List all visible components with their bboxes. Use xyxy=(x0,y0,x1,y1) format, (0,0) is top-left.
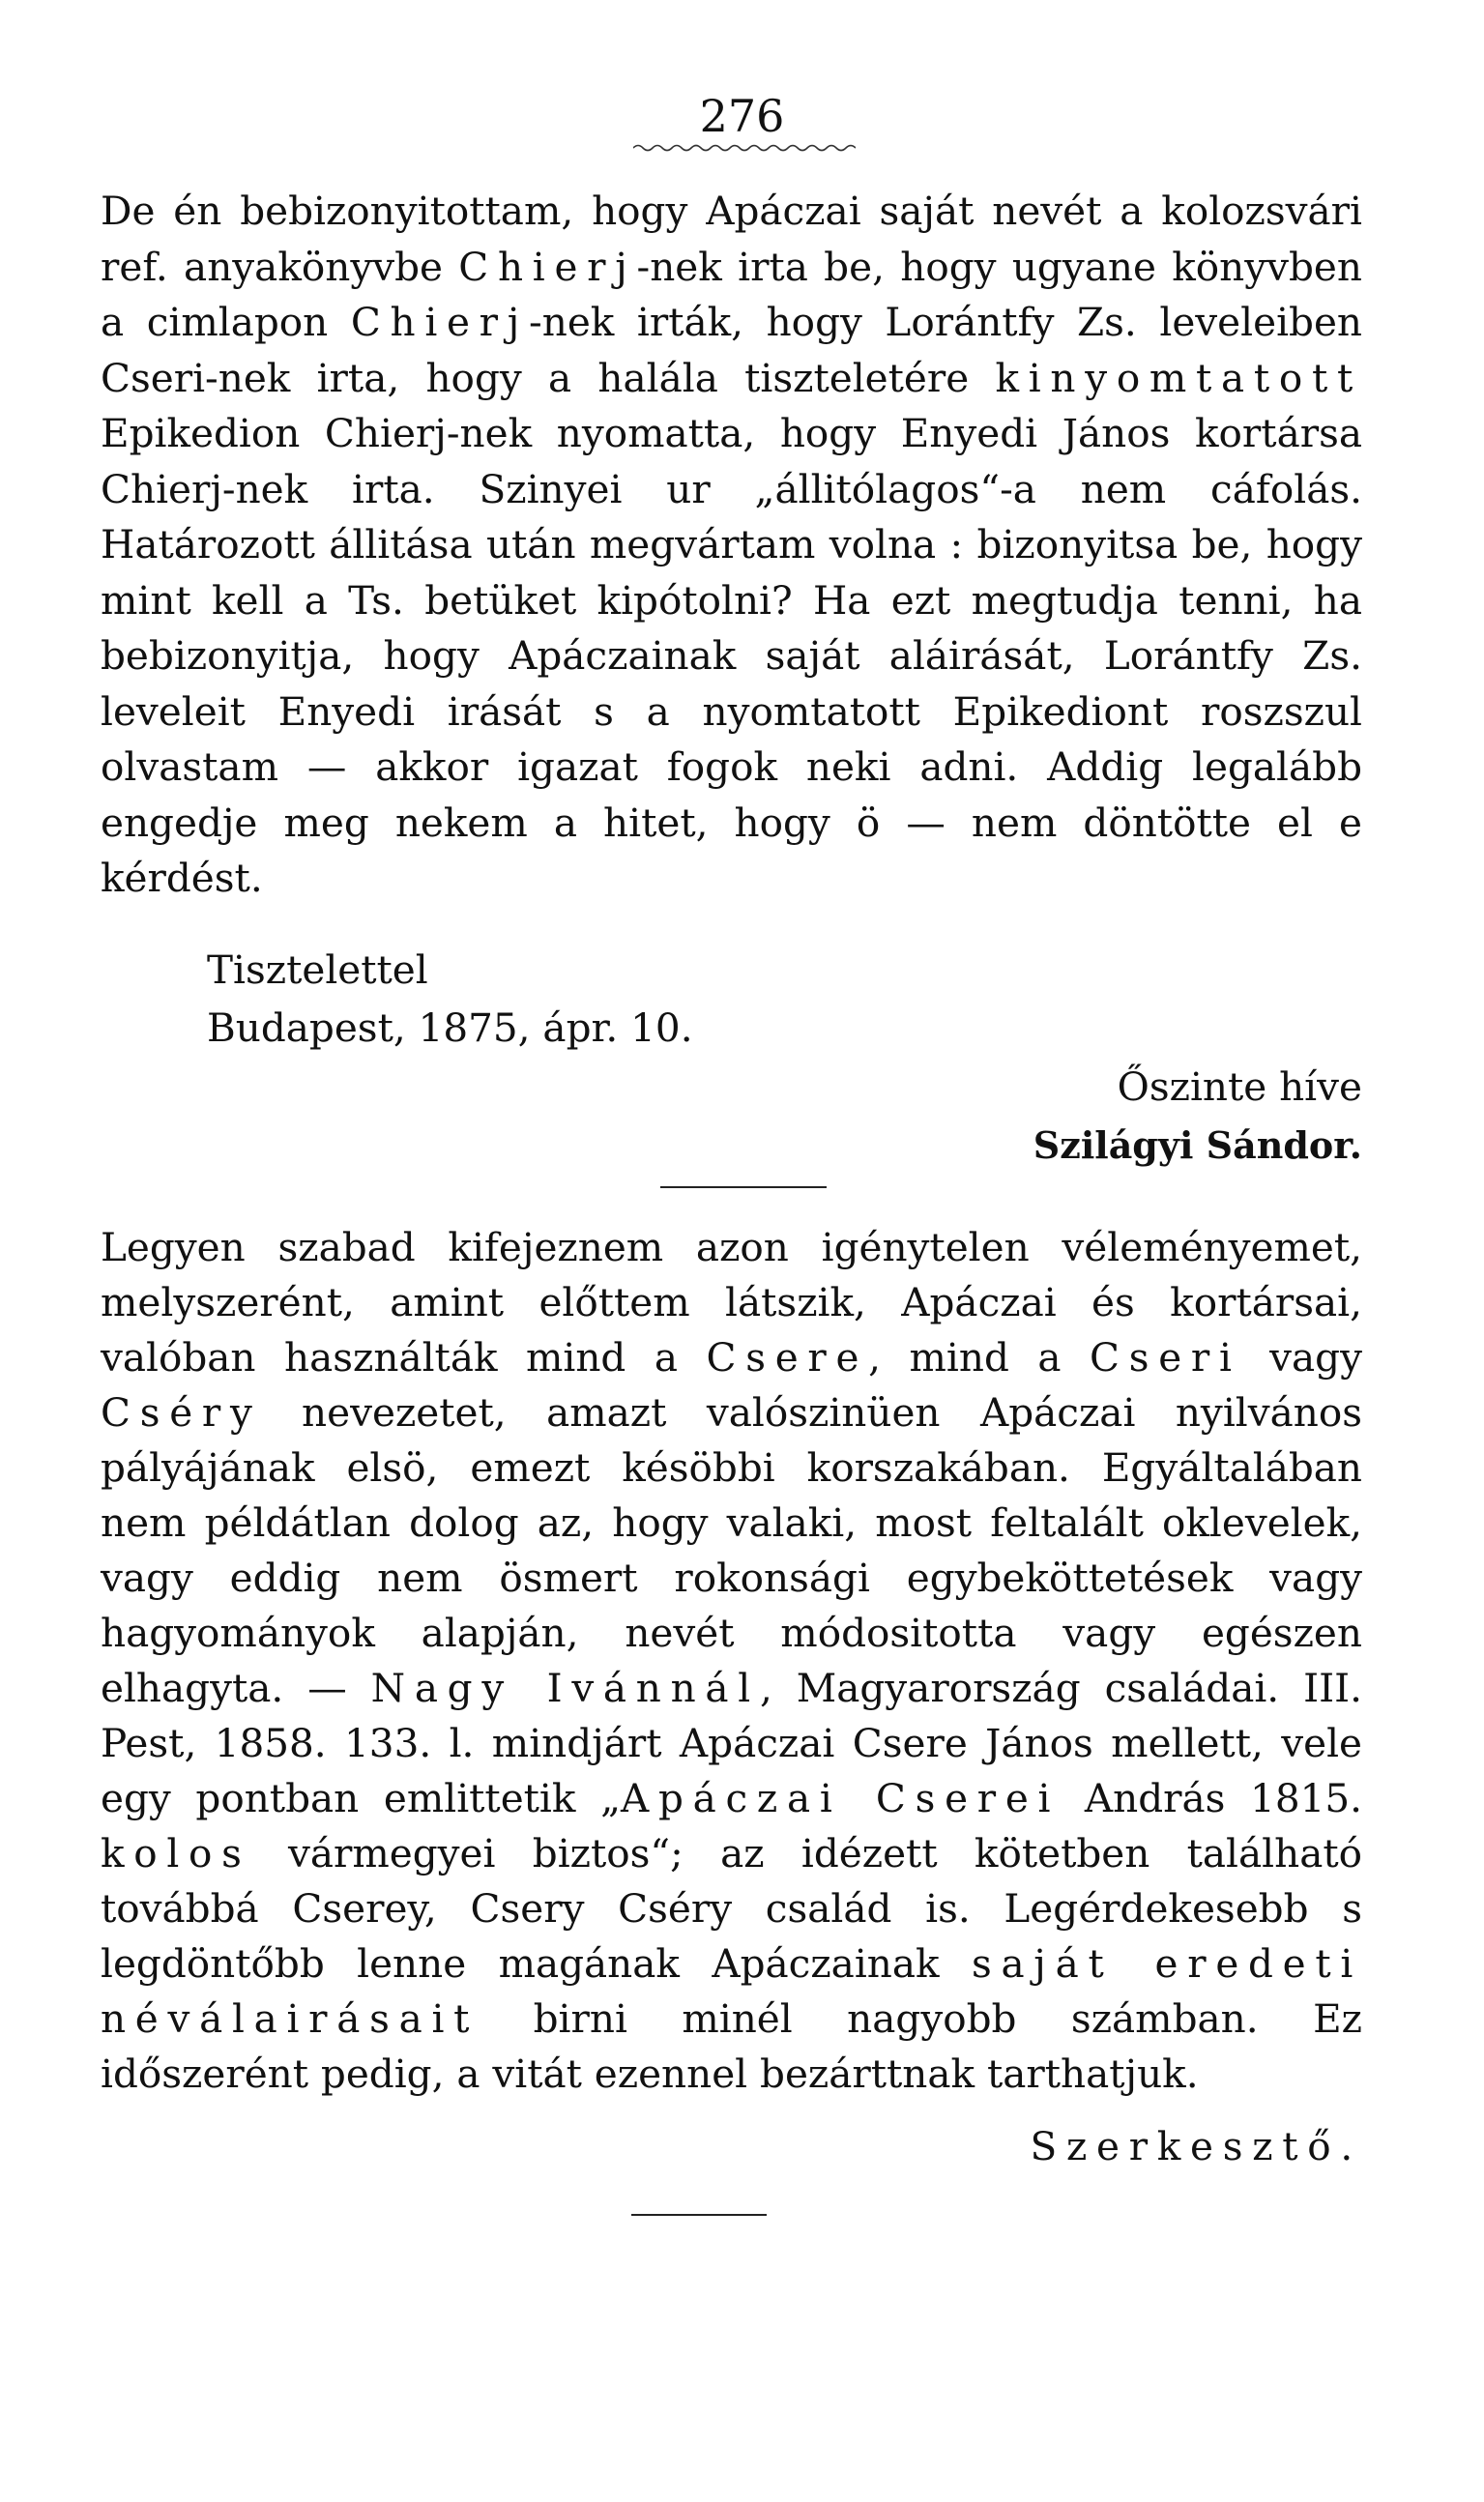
wavy-underline-ornament xyxy=(633,141,856,155)
spaced-text-run: Nagy Ivánnál xyxy=(370,1665,760,1711)
text-run: -nek irták, hogy Lorántfy Zs. leveleiben Cseri-nek irta, hogy a halála tiszteletére xyxy=(101,299,1362,401)
spaced-text-run: néválairásait xyxy=(101,1995,480,2042)
spaced-text-run: Cseri xyxy=(1090,1334,1241,1381)
text-run: Epikedion Chierj-nek nyomatta, hogy Enyedi János kortársa Chierj-nek irta. Szinyei ur „állitólagos“-a nem cáfolás. Határozott állitása után megvártam volna : bizonyitsa be, hogy mint kell a Ts. betüket kipótolni? Ha ezt megtudja tenni, ha bebizonyitja, hogy Apáczainak saját aláirását, Lorántfy Zs. leveleit Enyedi irását s a nyomtatott Epikediont roszszul olvastam — akkor igazat fogok neki adni. Addig legalább engedje meg nekem a hitet, hogy ö — nem döntötte el e kérdést. xyxy=(101,410,1362,901)
letter-author: Szilágyi Sándor. xyxy=(1033,1123,1362,1167)
spaced-text-run: Csere xyxy=(706,1334,869,1381)
text-run: , mind a xyxy=(868,1334,1091,1381)
spaced-text-run: kolos xyxy=(101,1830,251,1876)
text-run: birni minél nagyobb számban. Ez időszerént pedig, a vitát ezennel bezárttnak tarthatjuk. xyxy=(101,1995,1362,2097)
text-run: András 1815. xyxy=(1060,1775,1362,1821)
text-run: vármegyei biztos“; az idézett kötetben található továbbá Cserey, Csery Cséry család is. Legérdekesebb s legdöntőbb lenne magának Apáczainak xyxy=(101,1830,1362,1987)
spaced-text-run: saját eredeti xyxy=(971,1940,1363,1987)
editorial-paragraph xyxy=(101,1220,1362,2102)
spaced-text-run: Chierj xyxy=(458,243,637,290)
text-run: nevezetet, amazt valószinüen Apáczai nyilvános pályájának elsö, emezt késöbbi korszakában. Egyáltalában nem példátlan dolog az, hogy valaki, most feltalált oklevelek, vagy eddig nem ösmert rokonsági egybeköttetések vagy hagyományok alapján, nevét módositotta vagy egészen elhagyta. — xyxy=(101,1389,1362,1711)
page-number: 276 xyxy=(699,90,785,142)
letter-place-date: Budapest, 1875, ápr. 10. xyxy=(207,1004,693,1051)
spaced-text-run: Chierj xyxy=(350,299,530,345)
spaced-text-run: Apáczai Cserei xyxy=(621,1775,1061,1821)
text-run: -nek irta be, hogy ugyane könyvben a cimlapon xyxy=(101,243,1362,345)
letter-paragraph xyxy=(101,184,1362,907)
text-run: , Magyarország családai. III. Pest, 1858. 133. l. mindjárt Apáczai Csere János mellett, vele egy pontban emlittetik „ xyxy=(101,1665,1362,1821)
text-run: Legyen szabad kifejeznem azon igénytelen véleményemet, melyszerént, amint előttem látszik, Apáczai és kortársai, valóban használták mind a xyxy=(101,1224,1362,1381)
spaced-text-run: kinyomtatott xyxy=(995,354,1362,401)
text-run: vagy xyxy=(1240,1334,1362,1381)
letter-greeting: Őszinte híve xyxy=(1117,1063,1362,1110)
end-divider xyxy=(631,2214,767,2216)
spaced-text-run: Cséry xyxy=(101,1389,262,1436)
section-divider xyxy=(660,1186,827,1188)
text-run: De én bebizonyitottam, hogy Apáczai saját nevét a kolozsvári ref. anyakönyvbe xyxy=(101,188,1362,290)
editor-signature: Szerkesztő. xyxy=(1030,2123,1362,2169)
letter-closing: Tisztelettel xyxy=(207,946,428,993)
